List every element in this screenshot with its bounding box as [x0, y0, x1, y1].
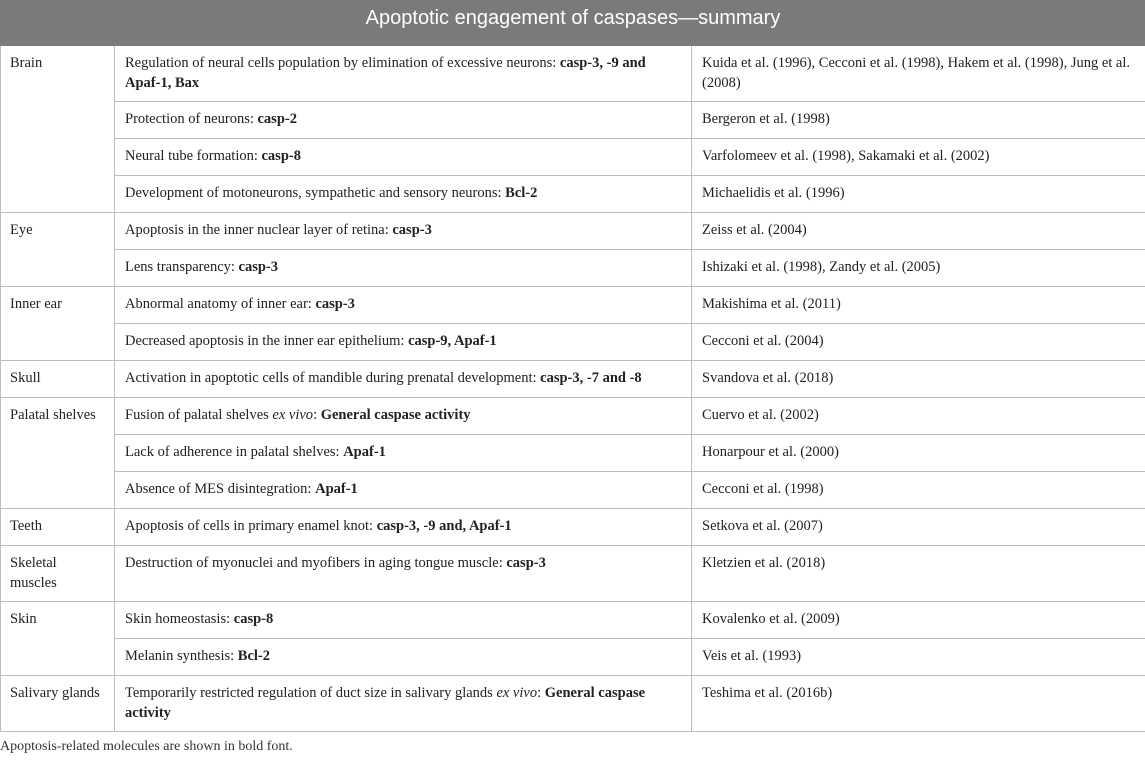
molecule-text: casp-3, -7 and -8 — [540, 370, 642, 386]
reference-cell: Setkova et al. (2007) — [692, 509, 1145, 546]
reference-cell: Varfolomeev et al. (1998), Sakamaki et al. (2002) — [692, 139, 1145, 176]
description-cell — [115, 509, 692, 546]
description-cell — [115, 546, 692, 602]
organ-cell: Skin — [1, 602, 115, 676]
reference-cell: Bergeron et al. (1998) — [692, 102, 1145, 139]
organ-cell: Skull — [1, 361, 115, 398]
table-caption: Apoptotic engagement of caspases—summary — [1, 1, 1145, 46]
table-row — [1, 213, 1145, 250]
reference-cell: Cecconi et al. (2004) — [692, 324, 1145, 361]
description-cell — [115, 213, 692, 250]
description-cell — [115, 250, 692, 287]
description-cell — [115, 676, 692, 732]
description-text: Lack of adherence in palatal shelves: — [125, 444, 344, 460]
molecule-text: Apaf-1 — [343, 444, 386, 460]
molecule-text: casp-8 — [261, 148, 301, 164]
italic-text: ex vivo — [496, 685, 538, 701]
italic-text: ex vivo — [272, 407, 314, 423]
molecule-text: casp-3, -9 and, Apaf-1 — [376, 518, 512, 534]
description-cell — [115, 639, 692, 676]
table-row — [1, 509, 1145, 546]
description-cell — [115, 361, 692, 398]
reference-cell: Svandova et al. (2018) — [692, 361, 1145, 398]
description-text: Protection of neurons: — [125, 111, 258, 127]
reference-cell: Ishizaki et al. (1998), Zandy et al. (2005) — [692, 250, 1145, 287]
table-row — [1, 250, 1145, 287]
table-row — [1, 472, 1145, 509]
description-cell — [115, 472, 692, 509]
description-text: Melanin synthesis: — [125, 648, 238, 664]
table-row — [1, 398, 1145, 435]
table-row — [1, 639, 1145, 676]
description-text: Apoptosis of cells in primary enamel knot: — [125, 518, 377, 534]
reference-cell: Cuervo et al. (2002) — [692, 398, 1145, 435]
table-caption-row — [1, 1, 1145, 46]
description-text: Abnormal anatomy of inner ear: — [125, 296, 316, 312]
reference-cell: Kuida et al. (1996), Cecconi et al. (1998), Hakem et al. (1998), Jung et al. (2008) — [692, 46, 1145, 102]
table-row — [1, 176, 1145, 213]
description-text: Skin homeostasis: — [125, 611, 234, 627]
description-text: Development of motoneurons, sympathetic and sensory neurons: — [125, 185, 506, 201]
description-text: Apoptosis in the inner nuclear layer of retina: — [125, 222, 393, 238]
description-text: Activation in apoptotic cells of mandible during prenatal development: — [125, 370, 541, 386]
reference-cell: Cecconi et al. (1998) — [692, 472, 1145, 509]
table-row — [1, 602, 1145, 639]
description-text: Regulation of neural cells population by elimination of excessive neurons: — [125, 55, 560, 71]
organ-cell: Salivary glands — [1, 676, 115, 732]
molecule-text: Bcl-2 — [505, 185, 538, 201]
table-row — [1, 546, 1145, 602]
organ-cell: Inner ear — [1, 287, 115, 361]
organ-cell: Teeth — [1, 509, 115, 546]
description-cell — [115, 287, 692, 324]
molecule-text: casp-2 — [257, 111, 297, 127]
description-cell — [115, 324, 692, 361]
table-row — [1, 435, 1145, 472]
table-row — [1, 361, 1145, 398]
description-text: : — [537, 685, 545, 701]
organ-cell: Skeletal muscles — [1, 546, 115, 602]
molecule-text: Apaf-1 — [315, 481, 358, 497]
molecule-text: General caspase activity — [125, 685, 646, 721]
table-row — [1, 139, 1145, 176]
description-cell — [115, 102, 692, 139]
reference-cell: Veis et al. (1993) — [692, 639, 1145, 676]
table-row — [1, 676, 1145, 732]
description-text: Absence of MES disintegration: — [125, 481, 316, 497]
description-text: : — [313, 407, 321, 423]
molecule-text: casp-3 — [315, 296, 355, 312]
description-text: Decreased apoptosis in the inner ear epithelium: — [125, 333, 409, 349]
organ-cell: Palatal shelves — [1, 398, 115, 509]
molecule-text: casp-9, Apaf-1 — [408, 333, 497, 349]
description-text: Fusion of palatal shelves — [125, 407, 273, 423]
molecule-text: General caspase activity — [320, 407, 471, 423]
description-cell — [115, 602, 692, 639]
reference-cell: Michaelidis et al. (1996) — [692, 176, 1145, 213]
molecule-text: casp-3 — [506, 555, 546, 571]
description-text: Destruction of myonuclei and myofibers in aging tongue muscle: — [125, 555, 507, 571]
table-row — [1, 324, 1145, 361]
reference-cell: Zeiss et al. (2004) — [692, 213, 1145, 250]
molecule-text: casp-3 — [238, 259, 279, 275]
reference-cell: Kletzien et al. (2018) — [692, 546, 1145, 602]
reference-cell: Kovalenko et al. (2009) — [692, 602, 1145, 639]
organ-cell: Brain — [1, 46, 115, 213]
molecule-text: casp-8 — [233, 611, 274, 627]
organ-cell: Eye — [1, 213, 115, 287]
description-text: Temporarily restricted regulation of duct size in salivary glands — [125, 685, 497, 701]
molecule-text: Bcl-2 — [237, 648, 270, 664]
description-cell — [115, 176, 692, 213]
description-cell — [115, 398, 692, 435]
reference-cell: Teshima et al. (2016b) — [692, 676, 1145, 732]
table-row — [1, 46, 1145, 102]
molecule-text: casp-3, -9 and Apaf-1, Bax — [125, 55, 646, 91]
reference-cell: Makishima et al. (2011) — [692, 287, 1145, 324]
reference-cell: Honarpour et al. (2000) — [692, 435, 1145, 472]
table-row — [1, 287, 1145, 324]
table-footnote: Apoptosis-related molecules are shown in bold font. — [0, 739, 293, 754]
description-cell — [115, 46, 692, 102]
description-cell — [115, 139, 692, 176]
description-cell — [115, 435, 692, 472]
table-row — [1, 102, 1145, 139]
description-text: Lens transparency: — [125, 259, 239, 275]
molecule-text: casp-3 — [392, 222, 432, 238]
description-text: Neural tube formation: — [125, 148, 262, 164]
